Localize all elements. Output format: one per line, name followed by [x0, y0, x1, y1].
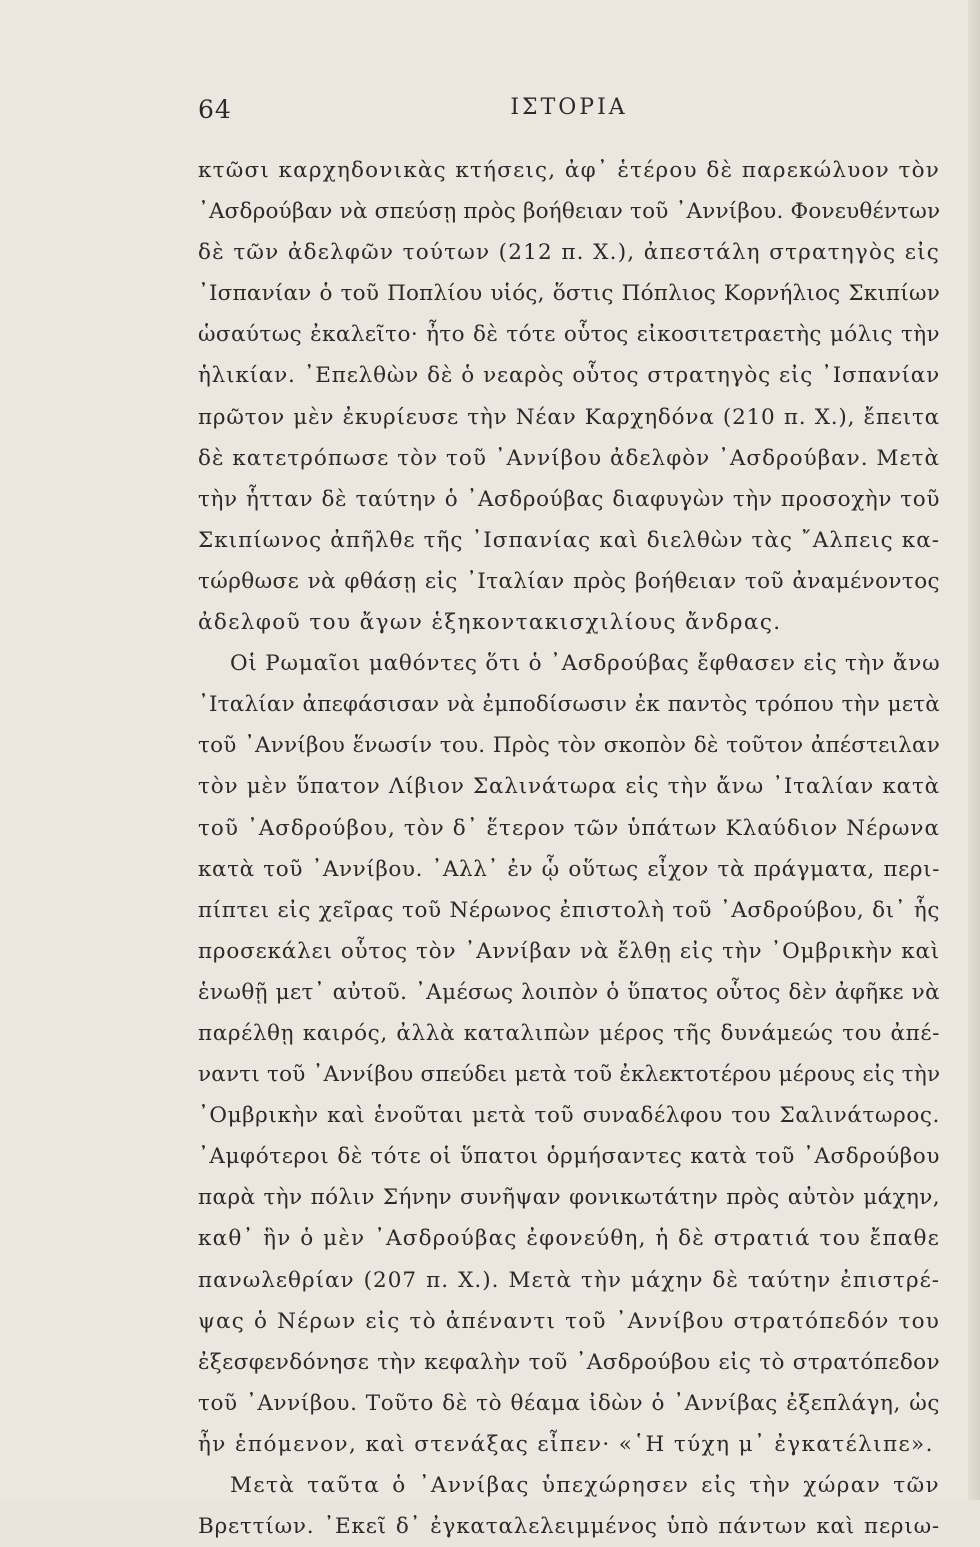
text-line: πίπτει εἰς χεῖρας τοῦ Νέρωνος ἐπιστολὴ τοῦ ᾽Ασδρούβου, δι᾽ ἧς — [198, 897, 940, 923]
text-line: ᾽Ομβρικὴν καὶ ἑνοῦται μετὰ τοῦ συναδέλφου του Σαλινάτωρος. — [198, 1103, 940, 1129]
text-line: Σκιπίωνος ἀπῆλθε τῆς ᾽Ισπανίας καὶ διελθὼν τὰς ῎Αλπεις κα- — [198, 527, 940, 553]
text-line: τοῦ ᾽Αννίβου ἕνωσίν του. Πρὸς τὸν σκοπὸν δὲ τοῦτον ἀπέστειλαν — [198, 733, 940, 759]
text-line: δὲ τῶν ἀδελφῶν τούτων (212 π. Χ.), ἀπεστάλη στρατηγὸς εἰς — [198, 240, 940, 266]
body-text — [198, 150, 940, 1547]
text-line: τοῦ ᾽Αννίβου. Τοῦτο δὲ τὸ θέαμα ἰδὼν ὁ ᾽Αννίβας ἐξεπλάγη, ὡς — [198, 1390, 940, 1416]
text-line: καθ᾽ ἣν ὁ μὲν ᾽Ασδρούβας ἐφονεύθη, ἡ δὲ στρατιά του ἔπαθε — [198, 1226, 940, 1252]
text-line: ψας ὁ Νέρων εἰς τὸ ἀπέναντι τοῦ ᾽Αννίβου στρατόπεδόν του — [198, 1308, 940, 1334]
text-line: ᾽Αμφότεροι δὲ τότε οἱ ὕπατοι ὁρμήσαντες κατὰ τοῦ ᾽Ασδρούβου — [198, 1144, 940, 1170]
text-line: ἡλικίαν. ᾽Επελθὼν δὲ ὁ νεαρὸς οὗτος στρατηγὸς εἰς ᾽Ισπανίαν — [198, 363, 940, 389]
text-line: Βρεττίων. ᾽Εκεῖ δ᾽ ἐγκαταλελειμμένος ὑπὸ πάντων καὶ περιω- — [198, 1514, 940, 1540]
text-line: τὴν ἧτταν δὲ ταύτην ὁ ᾽Ασδρούβας διαφυγὼν τὴν προσοχὴν τοῦ — [198, 486, 940, 512]
text-line: δὲ κατετρόπωσε τὸν τοῦ ᾽Αννίβου ἀδελφὸν ᾽Ασδρούβαν. Μετὰ — [198, 445, 940, 471]
text-line: ὡσαύτως ἐκαλεῖτο· ἦτο δὲ τότε οὗτος εἰκοσιτετραετὴς μόλις τὴν — [198, 322, 940, 348]
text-line: Οἱ Ρωμαῖοι μαθόντες ὅτι ὁ ᾽Ασδρούβας ἔφθασεν εἰς τὴν ἄνω — [230, 651, 940, 677]
text-line: ᾽Ισπανίαν ὁ τοῦ Ποπλίου υἱός, ὅστις Πόπλιος Κορνήλιος Σκιπίων — [198, 281, 940, 307]
text-line: πρῶτον μὲν ἐκυρίευσε τὴν Νέαν Καρχηδόνα (210 π. Χ.), ἔπειτα — [198, 404, 940, 430]
text-line: κατὰ τοῦ ᾽Αννίβου. ᾽Αλλ᾽ ἐν ᾧ οὕτως εἶχον τὰ πράγματα, περι- — [198, 856, 940, 882]
text-line: ᾽Ιταλίαν ἀπεφάσισαν νὰ ἐμποδίσωσιν ἐκ παντὸς τρόπου τὴν μετὰ — [198, 692, 940, 718]
page-header — [198, 95, 940, 135]
text-line: παρὰ τὴν πόλιν Σήνην συνῆψαν φονικωτάτην πρὸς αὐτὸν μάχην, — [198, 1185, 940, 1211]
text-line: ἦν ἑπόμενον, καὶ στενάξας εἶπεν· «῾Η τύχη μ᾽ ἐγκατέλιπε». — [198, 1431, 934, 1457]
text-line: παρέλθῃ καιρός, ἀλλὰ καταλιπὼν μέρος τῆς δυνάμεώς του ἀπέ- — [198, 1020, 940, 1046]
text-line: πανωλεθρίαν (207 π. Χ.). Μετὰ τὴν μάχην δὲ ταύτην ἐπιστρέ- — [198, 1267, 940, 1293]
text-line: Μετὰ ταῦτα ὁ ᾽Αννίβας ὑπεχώρησεν εἰς τὴν χώραν τῶν — [230, 1473, 940, 1498]
text-line: ἀδελφοῦ του ἄγων ἑξηκοντακισχιλίους ἄνδρας. — [198, 610, 782, 636]
text-line: ναντι τοῦ ᾽Αννίβου σπεύδει μετὰ τοῦ ἐκλεκτοτέρου μέρους εἰς τὴν — [198, 1062, 940, 1088]
text-line: τώρθωσε νὰ φθάσῃ εἰς ᾽Ιταλίαν πρὸς βοήθειαν τοῦ ἀναμένοντος — [198, 568, 940, 594]
text-line: κτῶσι καρχηδονικὰς κτήσεις, ἀφ᾽ ἑτέρου δὲ παρεκώλυον τὸν — [198, 158, 940, 183]
text-line: προσεκάλει οὗτος τὸν ᾽Αννίβαν νὰ ἔλθῃ εἰς τὴν ᾽Ομβρικὴν καὶ — [198, 938, 940, 964]
running-title: ΙΣΤΟΡΙΑ — [510, 95, 628, 120]
page-number: 64 — [198, 95, 232, 124]
text-line: τὸν μὲν ὕπατον Λίβιον Σαλινάτωρα εἰς τὴν ἄνω ᾽Ιταλίαν κατὰ — [198, 774, 940, 800]
page-edge — [968, 0, 980, 1500]
text-line: ἑνωθῇ μετ᾽ αὐτοῦ. ᾽Αμέσως λοιπὸν ὁ ὕπατος οὗτος δὲν ἀφῆκε νὰ — [198, 979, 940, 1005]
text-line: ἐξεσφενδόνησε τὴν κεφαλὴν τοῦ ᾽Ασδρούβου εἰς τὸ στρατόπεδον — [198, 1349, 940, 1375]
text-line: ᾽Ασδρούβαν νὰ σπεύσῃ πρὸς βοήθειαν τοῦ ᾽Αννίβου. Φονευθέντων — [198, 199, 940, 225]
text-line: τοῦ ᾽Ασδρούβου, τὸν δ᾽ ἕτερον τῶν ὑπάτων Κλαύδιον Νέρωνα — [198, 815, 940, 841]
